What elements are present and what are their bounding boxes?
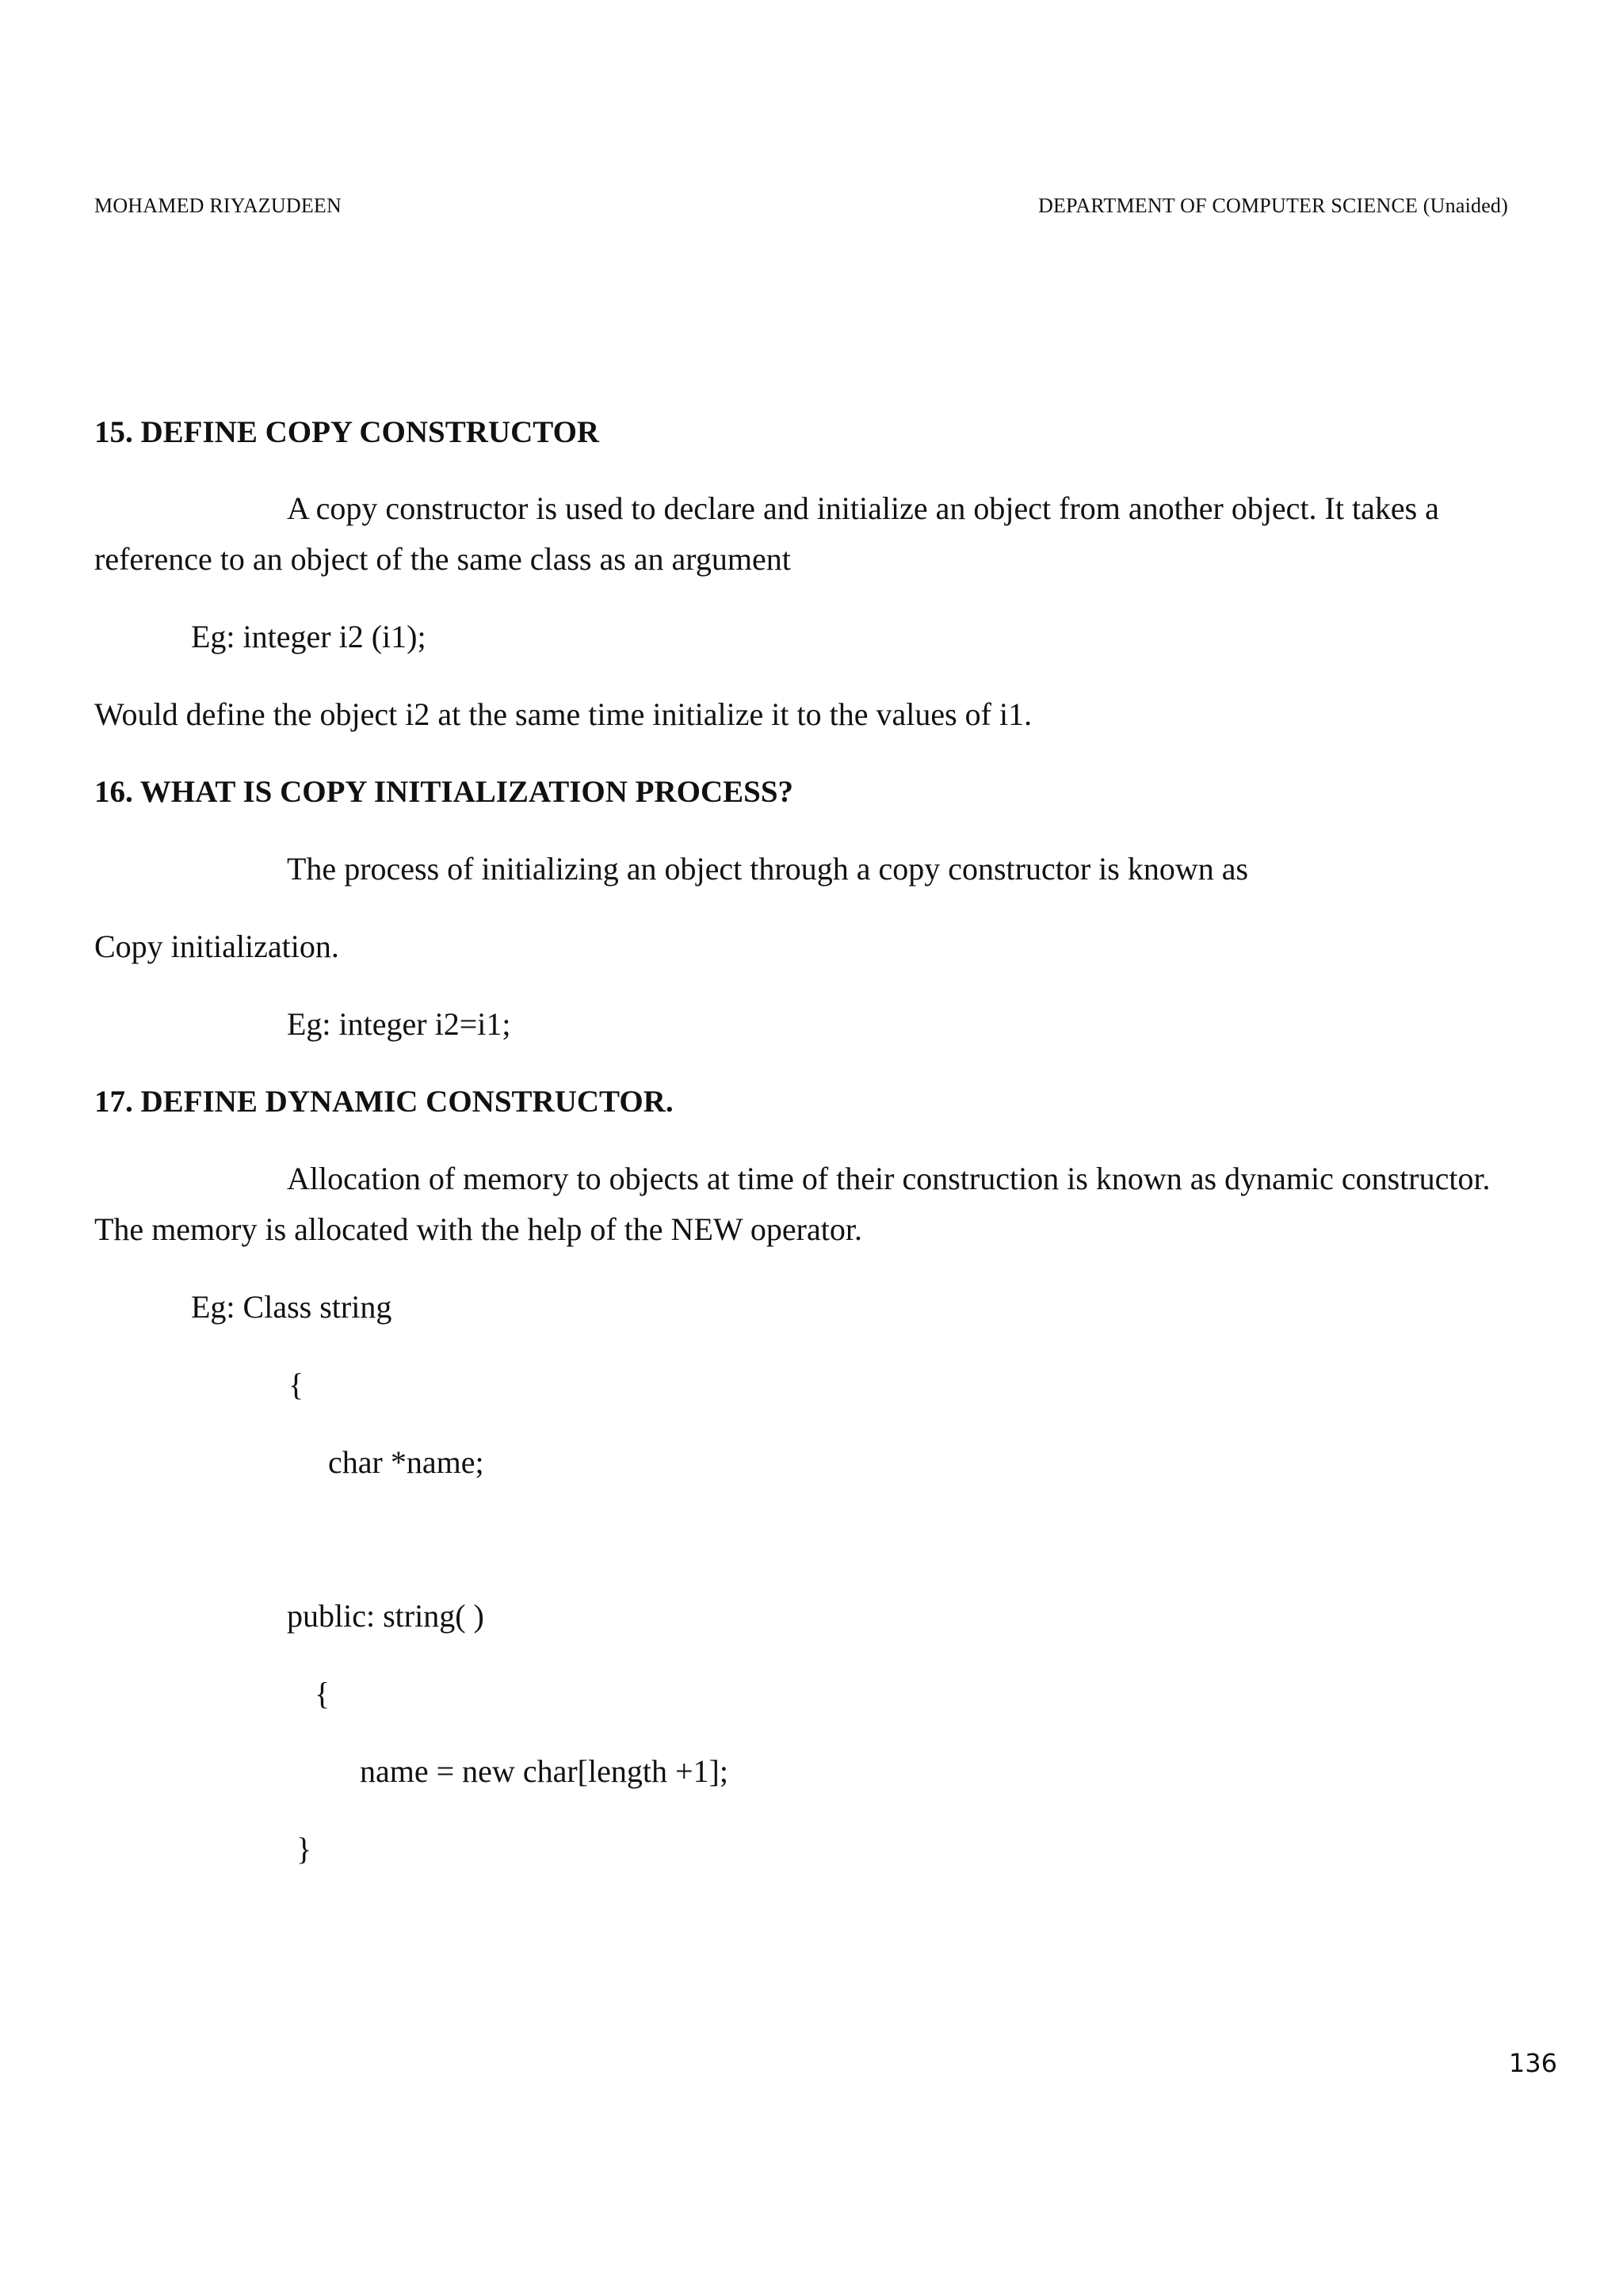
code-line: char *name; <box>328 1444 484 1480</box>
section-15-note: Would define the object i2 at the same time initialize it to the values of i1. <box>94 696 1033 732</box>
page-header-right: DEPARTMENT OF COMPUTER SCIENCE (Unaided) <box>1038 194 1508 217</box>
section-17-heading: 17. DEFINE DYNAMIC CONSTRUCTOR. <box>94 1085 674 1119</box>
code-line: public: string( ) <box>287 1598 484 1634</box>
section-15-para-line2: reference to an object of the same class as an argument <box>94 541 791 577</box>
page-header-left: MOHAMED RIYAZUDEEN <box>94 194 342 217</box>
code-line: name = new char[length +1]; <box>360 1753 728 1789</box>
section-16-para-line1: The process of initializing an object through a copy constructor is known as <box>287 851 1249 887</box>
section-17-para-line2: The memory is allocated with the help of the NEW operator. <box>94 1211 862 1247</box>
section-16-para-line2: Copy initialization. <box>94 929 339 964</box>
code-line: } <box>296 1831 312 1867</box>
section-16-heading: 16. WHAT IS COPY INITIALIZATION PROCESS? <box>94 775 794 809</box>
code-line: { <box>315 1676 330 1711</box>
section-17-para-line1: Allocation of memory to objects at time of their construction is known as dynamic constructor. <box>287 1161 1491 1196</box>
section-17-example: Eg: Class string <box>191 1289 392 1325</box>
section-15-heading: 15. DEFINE COPY CONSTRUCTOR <box>94 415 600 449</box>
section-16-example: Eg: integer i2=i1; <box>287 1006 511 1042</box>
code-line: { <box>288 1367 304 1402</box>
section-15-para-line1: A copy constructor is used to declare and initialize an object from another object. It takes a <box>287 490 1439 526</box>
page-number: 136 <box>1508 2048 1557 2078</box>
section-15-example: Eg: integer i2 (i1); <box>191 619 426 654</box>
